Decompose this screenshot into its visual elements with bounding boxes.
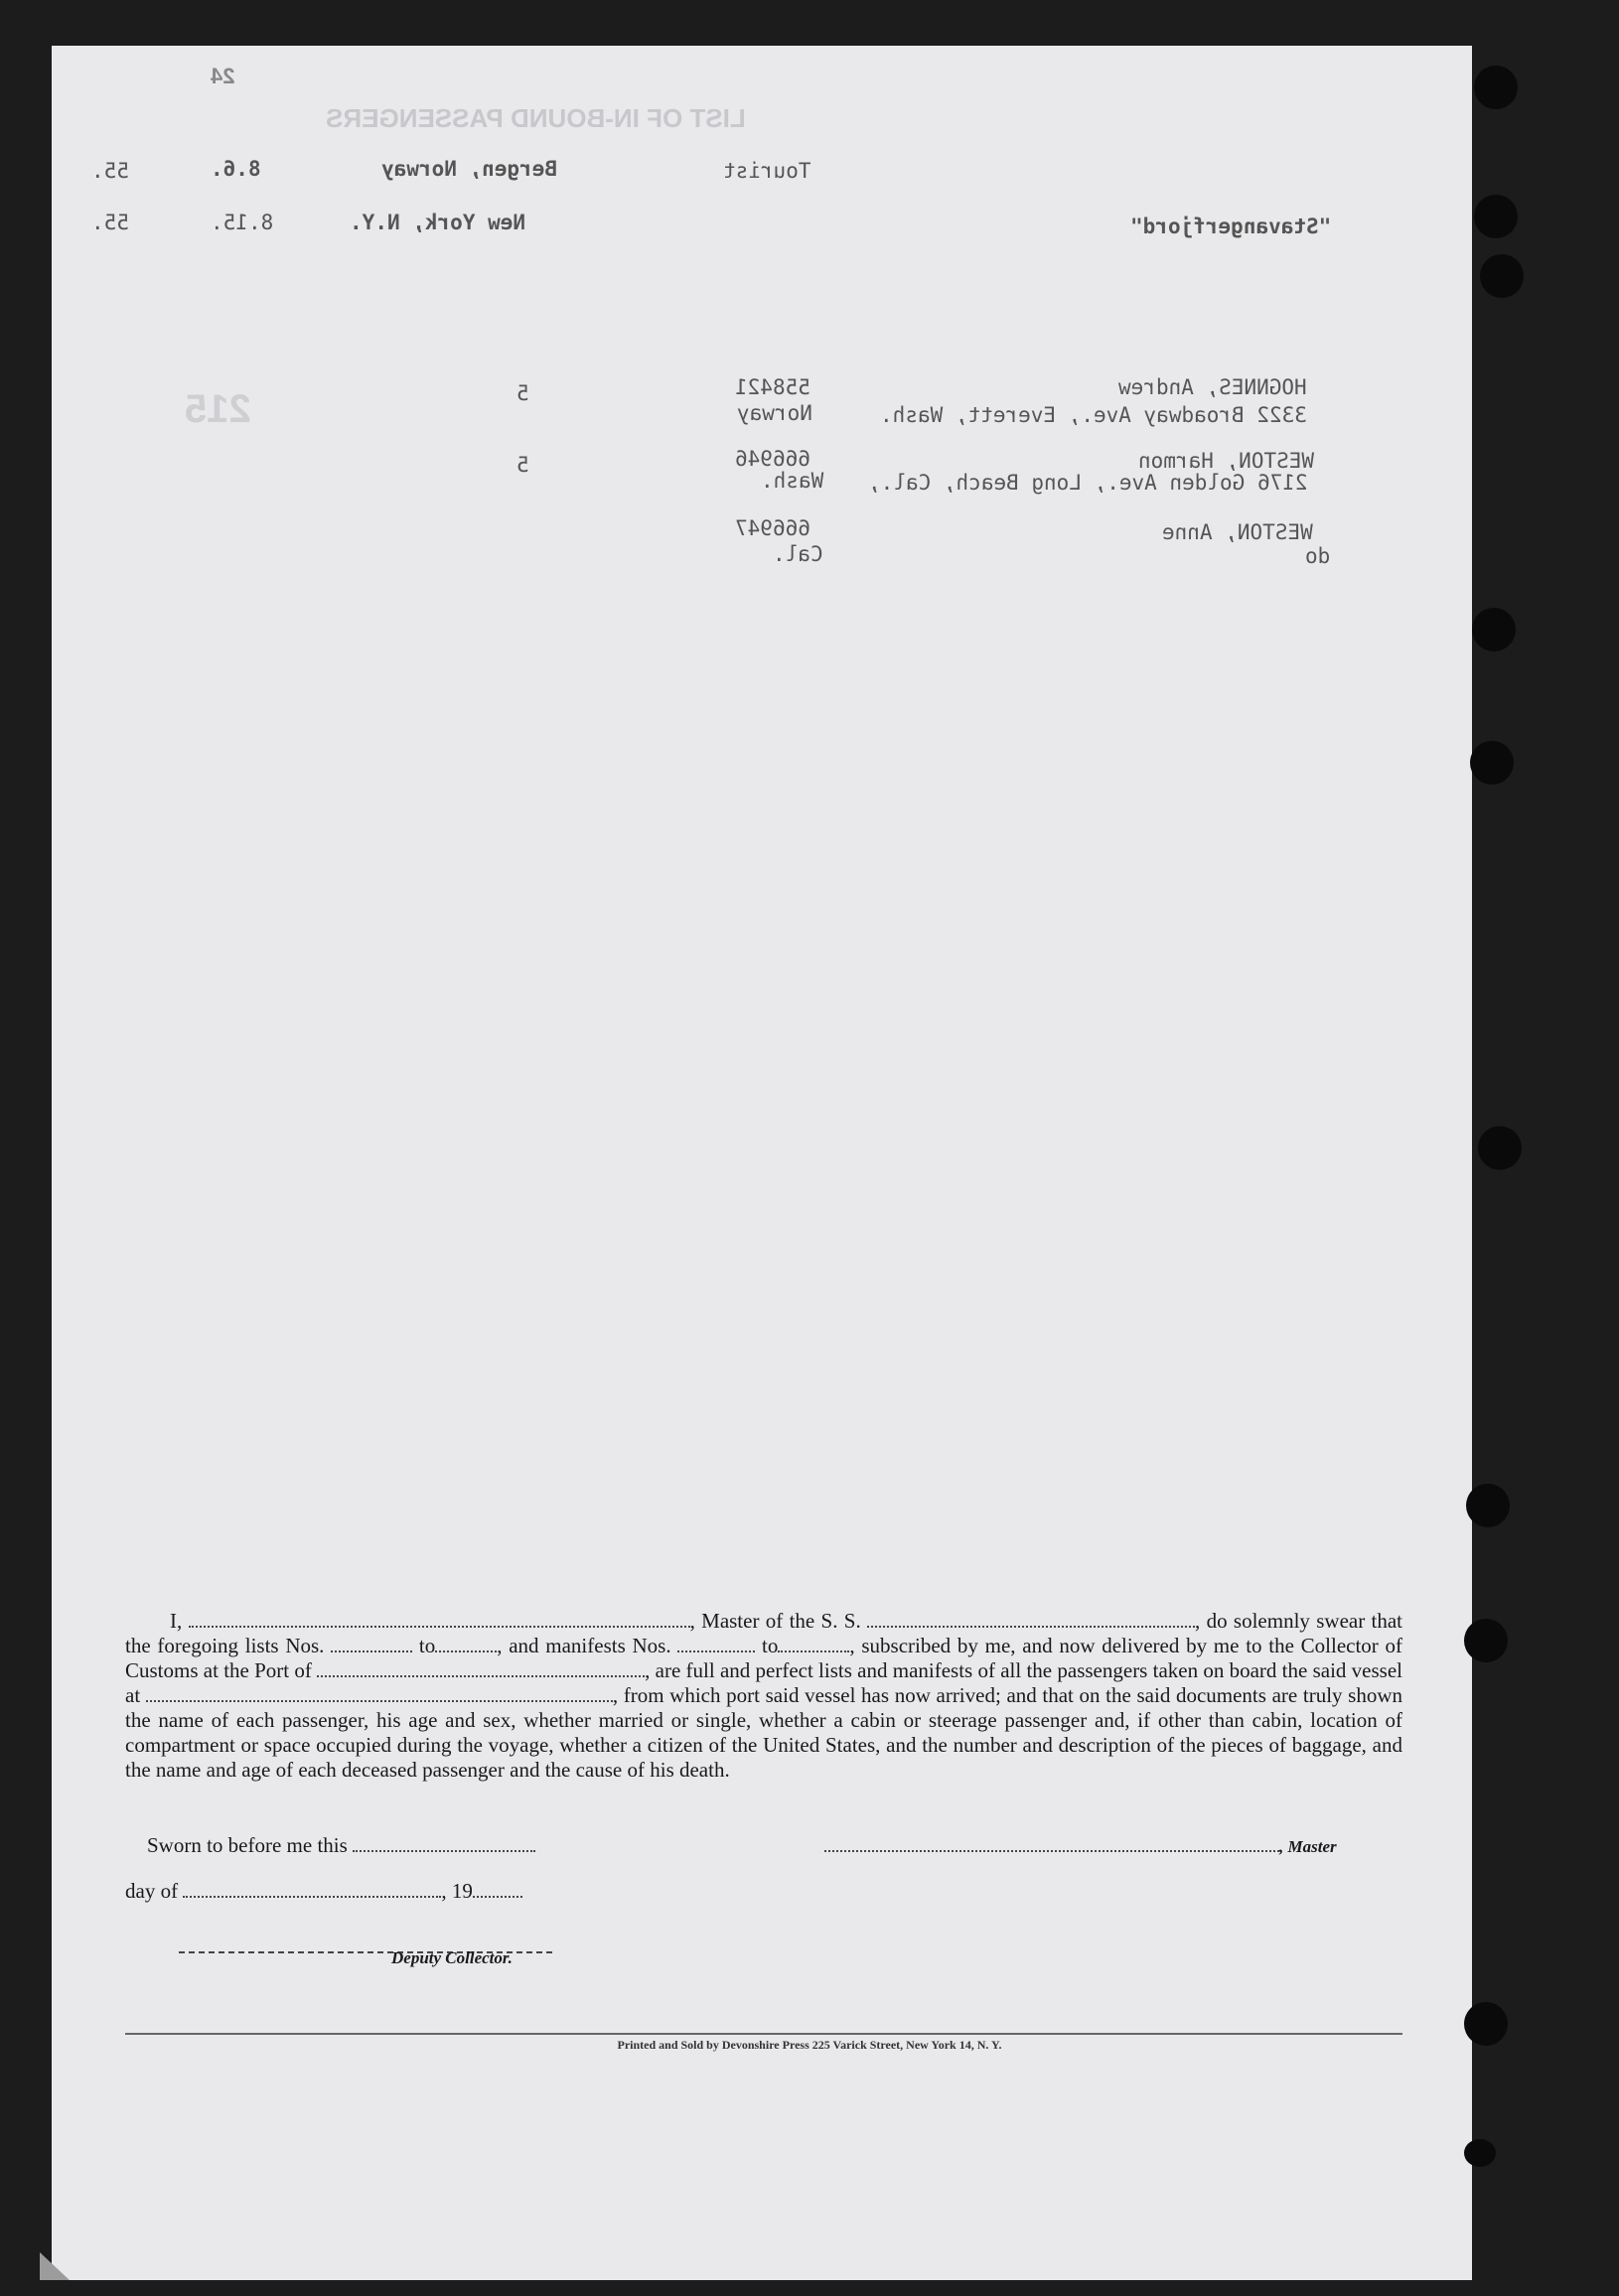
bleed-through-stamp: 215 — [185, 387, 251, 431]
arrival-date-text: 8.15. — [211, 211, 274, 234]
binder-hole — [1466, 1484, 1510, 1527]
class-text: Tourist — [723, 159, 811, 183]
printer-credit: Printed and Sold by Devonshire Press 225 Varick Street, New York 14, N. Y. — [617, 2038, 1002, 2052]
page-number: 24 — [211, 64, 235, 88]
oath-text: , Master of the S. S. — [689, 1609, 861, 1633]
master-signature-blank — [824, 1836, 1279, 1852]
manifest-to-blank — [778, 1637, 849, 1652]
vessel-name-blank — [867, 1612, 1195, 1628]
passenger-country: Norway — [737, 401, 812, 425]
passenger-number: 558421 — [735, 375, 810, 399]
oath-text: I, — [170, 1609, 183, 1633]
binder-hole — [1464, 1619, 1508, 1662]
passenger-country: Wash. — [761, 469, 824, 493]
master-signature-line — [824, 1833, 1337, 1858]
binder-hole — [1474, 66, 1518, 109]
port-blank — [317, 1661, 645, 1677]
passenger-number: 666946 — [735, 447, 810, 471]
oath-text: , subscribed by me, and now delivered by me to the Collector of Customs at the Port of — [125, 1634, 1403, 1682]
day-of-label: day of — [125, 1879, 179, 1903]
boarding-port-blank — [146, 1686, 613, 1702]
oath-text: , do solemnly swear that the foregoing lists Nos. — [125, 1609, 1403, 1657]
list-from-blank — [331, 1637, 412, 1652]
oath-text: , and manifests Nos. — [497, 1634, 671, 1657]
binder-hole — [1470, 741, 1514, 785]
manifest-from-blank — [677, 1637, 755, 1652]
master-label: , Master — [1279, 1837, 1337, 1856]
oath-text: , are full and perfect lists and manifests of all the passengers taken on board the said vessel at — [125, 1658, 1402, 1707]
oath-text: to — [418, 1634, 436, 1657]
arrival-year-text: 55. — [91, 211, 129, 234]
master-name-blank — [189, 1612, 690, 1628]
oath-text: to — [762, 1634, 779, 1657]
passenger-name: HOGNNES, Andrew — [1118, 375, 1307, 399]
page-curl — [40, 2252, 70, 2280]
passenger-address: 2176 Golden Ave., Long Beach, Cal., — [868, 471, 1308, 495]
arrival-port-text: New York, N.Y. — [350, 211, 526, 234]
deputy-collector-label: Deputy Collector. — [391, 1948, 513, 1967]
binder-hole — [1464, 2139, 1496, 2167]
binder-hole — [1478, 1126, 1522, 1170]
passenger-age: 5 — [516, 381, 529, 405]
binder-hole — [1474, 195, 1518, 238]
passenger-address: do — [1305, 544, 1331, 568]
bleed-through-title: LIST OF IN-BOUND PASSENGERS — [326, 103, 746, 133]
day-of-line — [125, 1879, 522, 1904]
passenger-number: 666947 — [735, 516, 810, 540]
sworn-date-blank — [353, 1836, 535, 1852]
day-blank — [183, 1882, 441, 1898]
passenger-country: Cal. — [773, 542, 823, 566]
sworn-line — [147, 1833, 535, 1858]
passenger-address: 3322 Broadway Ave., Everett, Wash. — [880, 403, 1307, 427]
passenger-name: WESTON, Anne — [1162, 520, 1313, 544]
footer-rule — [125, 2033, 1402, 2035]
passenger-age: 5 — [516, 453, 529, 477]
year-blank — [473, 1882, 522, 1898]
oath-text: , from which port said vessel has now arrived; and that on the said documents are truly shown the name of each passenger, his age and sex, whether married or single, whether a cabin or steerage passenger and, if other than cabin, location of compartment or space occupied during the voyage, whether a citizen of the United States, and the number and description of the pieces of baggage, and the name and age of each deceased passenger and the cause of his death. — [125, 1683, 1403, 1782]
departure-date-text: 8.6. — [211, 157, 261, 181]
passenger-name: WESTON, Harmon — [1138, 449, 1315, 473]
list-to-blank — [435, 1637, 497, 1652]
binder-hole — [1472, 608, 1516, 651]
sworn-label: Sworn to before me this — [147, 1833, 348, 1857]
year-prefix: , 19 — [441, 1879, 473, 1903]
master-oath — [125, 1609, 1402, 1783]
binder-hole — [1480, 254, 1524, 298]
vessel-name-text: "Stavangerfjord" — [1130, 215, 1332, 238]
from-port-text: Bergen, Norway — [381, 157, 558, 181]
departure-year-text: 55. — [91, 159, 129, 183]
